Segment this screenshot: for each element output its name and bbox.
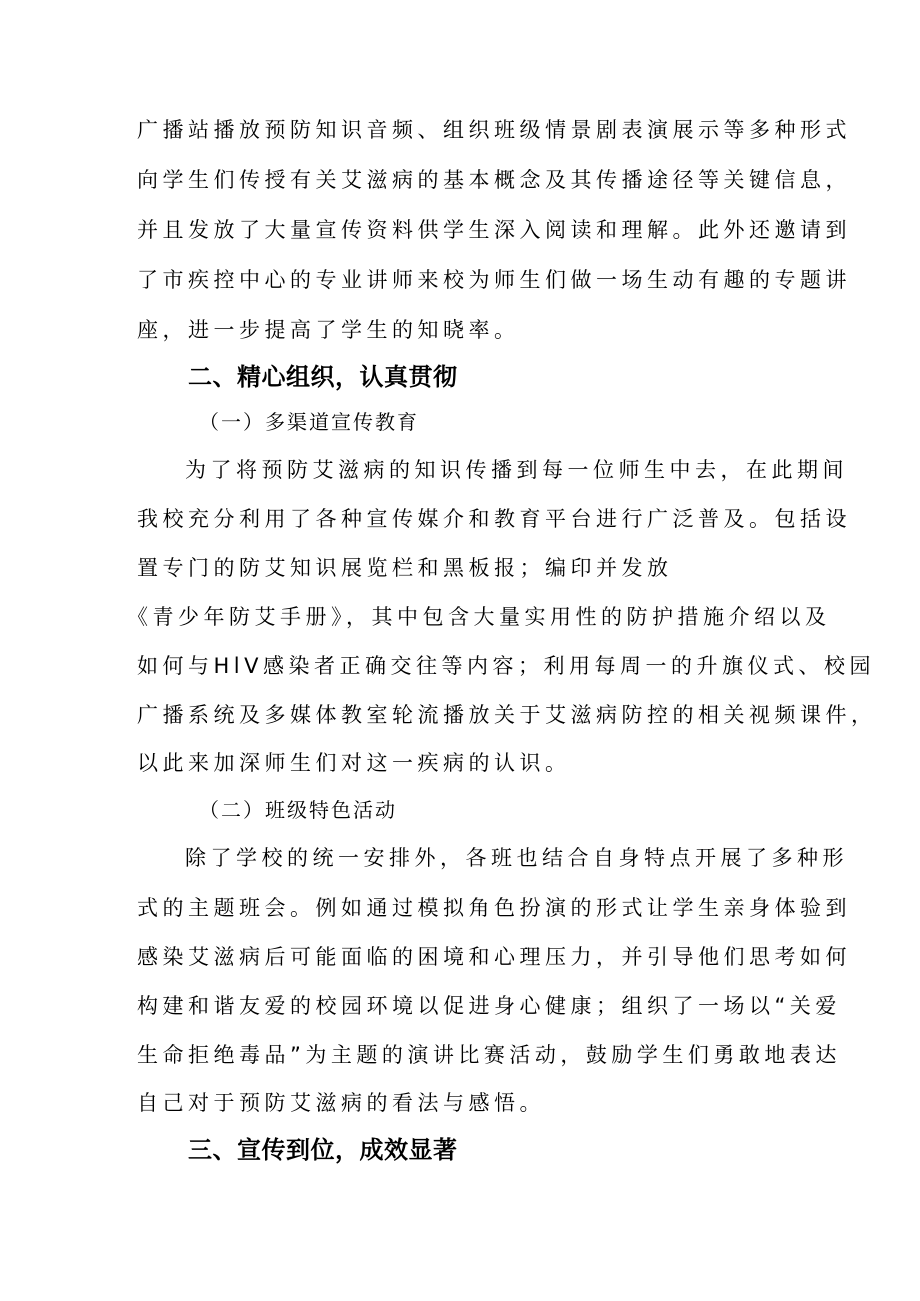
- subsection-heading-2: （二）班级特色活动: [199, 798, 397, 822]
- paragraph-line: 向学生们传授有关艾滋病的基本概念及其传播途径等关键信息，: [137, 168, 851, 192]
- paragraph-line: 感染艾滋病后可能面临的困境和心理压力，并引导他们思考如何: [137, 945, 851, 969]
- paragraph-line: 如何与HlV感染者正确交往等内容；利用每周一的升旗仪式、校园: [137, 654, 875, 678]
- paragraph-line: 广播站播放预防知识音频、组织班级情景剧表演展示等多种形式: [137, 118, 851, 142]
- paragraph-line: 构建和谐友爱的校园环境以促进身心健康；组织了一场以“关爱: [137, 994, 841, 1018]
- paragraph-line: 了市疾控中心的专业讲师来校为师生们做一场生动有趣的专题讲: [137, 268, 851, 292]
- paragraph-line: 式的主题班会。例如通过模拟角色扮演的形式让学生亲身体验到: [137, 896, 851, 920]
- paragraph-line: 《青少年防艾手册》，其中包含大量实用性的防护措施介绍以及: [127, 605, 831, 629]
- section-heading-3: 三、宣传到位，成效显著: [188, 1136, 458, 1164]
- paragraph-line: 我校充分利用了各种宣传媒介和教育平台进行广泛普及。包括设: [137, 507, 851, 531]
- paragraph-line: 广播系统及多媒体教室轮流播放关于艾滋病防控的相关视频课件，: [137, 703, 877, 727]
- paragraph-line: 座，进一步提高了学生的知晓率。: [137, 318, 520, 342]
- paragraph-line: 置专门的防艾知识展览栏和黑板报；编印并发放: [137, 556, 673, 580]
- paragraph-line: 为了将预防艾滋病的知识传播到每一位师生中去，在此期间: [185, 458, 848, 482]
- paragraph-line: 除了学校的统一安排外，各班也结合自身特点开展了多种形: [185, 846, 848, 870]
- section-heading-2: 二、精心组织，认真贯彻: [188, 363, 458, 391]
- paragraph-line: 以此来加深师生们对这一疾病的认识。: [137, 751, 571, 775]
- paragraph-line: 生命拒绝毒品”为主题的演讲比赛活动，鼓励学生们勇敢地表达: [137, 1043, 841, 1067]
- paragraph-line: 并且发放了大量宣传资料供学生深入阅读和理解。此外还邀请到: [137, 218, 851, 242]
- paragraph-line: 自己对于预防艾滋病的看法与感悟。: [137, 1091, 545, 1115]
- subsection-heading-1: （一）多渠道宣传教育: [199, 410, 419, 434]
